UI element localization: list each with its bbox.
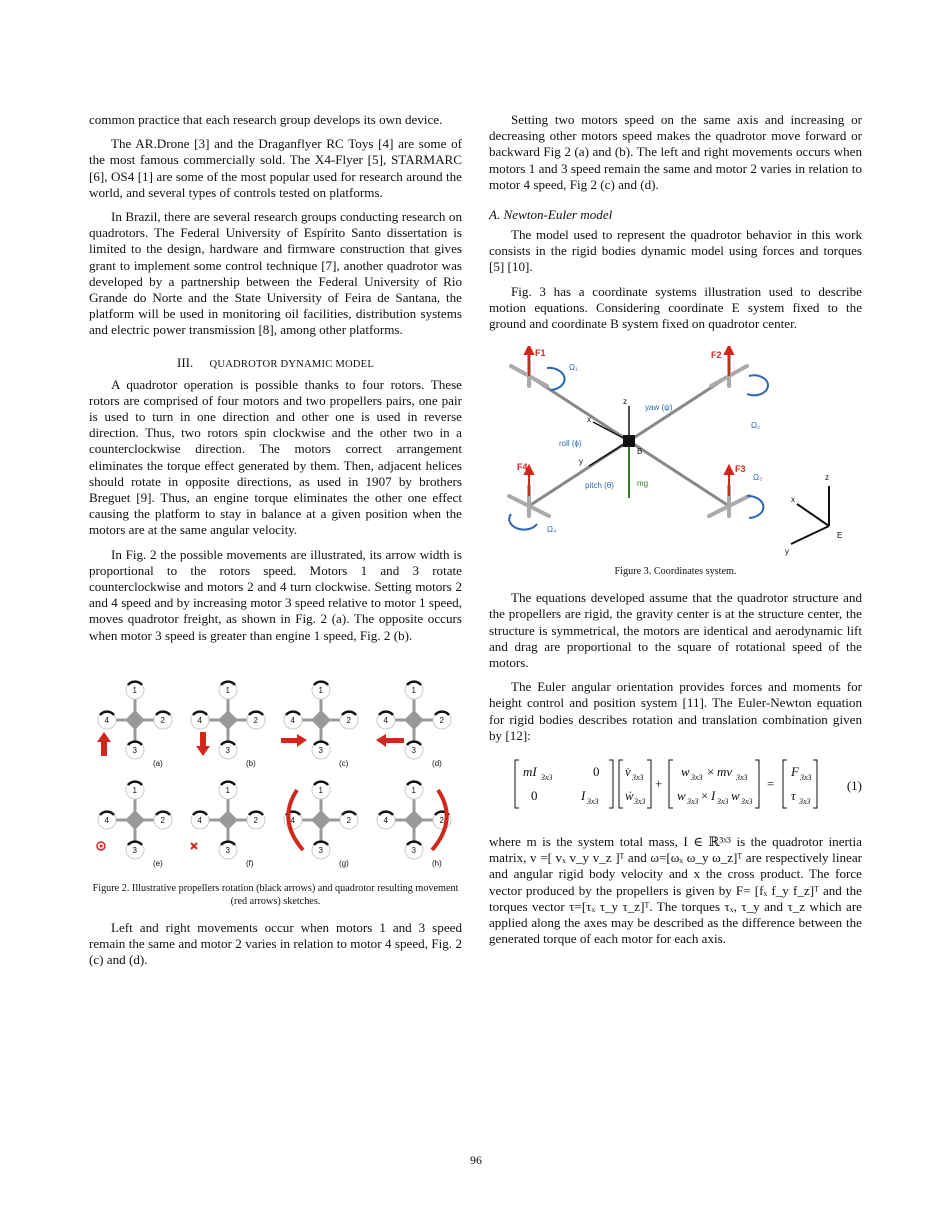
motor-number: 2 bbox=[439, 815, 444, 825]
subfigure-label: (c) bbox=[339, 758, 349, 768]
f4-label: F4 bbox=[517, 462, 528, 473]
svg-text:τ: τ bbox=[791, 788, 796, 804]
section-title: QUADROTOR DYNAMIC MODEL bbox=[209, 358, 374, 370]
svg-text:3x3: 3x3 bbox=[717, 797, 729, 807]
arm bbox=[629, 441, 729, 506]
omega4-label: Ω₄ bbox=[547, 525, 557, 535]
svg-text:I: I bbox=[581, 788, 586, 804]
right-column bbox=[489, 112, 862, 955]
quad-sketch bbox=[97, 781, 172, 868]
paragraph: The AR.Drone [3] and the Draganflyer RC Toys [4] are some of the most famous commercially sold. The X4-Flyer [5], STARMARC [6], OS4 [1] are some of the most popular used for research around the world, and several types of controls tested on platforms. bbox=[89, 136, 462, 200]
svg-text:w: w bbox=[681, 764, 690, 780]
svg-text:3x3: 3x3 bbox=[800, 773, 812, 783]
motor-number: 1 bbox=[132, 785, 137, 795]
svg-text:F: F bbox=[791, 764, 799, 780]
quad-sketch bbox=[377, 781, 451, 868]
quad-sketch bbox=[97, 681, 172, 768]
earth-y-label: y bbox=[785, 547, 789, 557]
subfigure-label: (a) bbox=[153, 758, 163, 768]
svg-text:3x3: 3x3 bbox=[736, 773, 748, 783]
subsection-heading: A. Newton-Euler model bbox=[489, 207, 613, 223]
svg-text:=: = bbox=[767, 776, 775, 792]
paragraph: In Fig. 2 the possible movements are illustrated, its arrow width is proportional to the rotors speed. Motors 1 and 3 rotate counterclockwise and motors 2 and 4 turn clockwise. Setting motors 2 and 4 speed and by increasing motor 3 speed relative to motor 1 speed, moves quadrotor freight, as shown in Fig. 2 (a). The opposite occurs when motor 3 speed is greater than engine 1 speed, Fig. 2 (b). bbox=[89, 546, 462, 643]
svg-text:mv: mv bbox=[717, 764, 733, 780]
quad-sketch bbox=[281, 681, 358, 768]
svg-text:I: I bbox=[711, 788, 716, 804]
motor-number: 3 bbox=[132, 845, 137, 855]
mg-label: mg bbox=[637, 479, 649, 489]
b-label: B bbox=[637, 447, 643, 457]
section-number: III. bbox=[177, 354, 194, 370]
motor-number: 1 bbox=[132, 685, 137, 695]
subfigure-label: (d) bbox=[432, 758, 442, 768]
motor-number: 2 bbox=[253, 815, 258, 825]
left-column bbox=[89, 112, 462, 977]
motor-number: 2 bbox=[160, 715, 165, 725]
motor-number: 2 bbox=[160, 815, 165, 825]
equation-body bbox=[511, 756, 851, 816]
motor-number: 3 bbox=[318, 745, 323, 755]
earth-z-label: z bbox=[825, 473, 829, 483]
earth-x-label: x bbox=[791, 495, 795, 505]
svg-text:3x3: 3x3 bbox=[634, 797, 646, 807]
motor-number: 4 bbox=[383, 715, 388, 725]
motor-number: 4 bbox=[197, 715, 202, 725]
motor-number: 1 bbox=[318, 685, 323, 695]
page-number: 96 bbox=[470, 1153, 482, 1167]
center-of-mass bbox=[623, 435, 635, 447]
svg-text:ẇ: ẇ bbox=[625, 788, 634, 804]
paragraph: In Brazil, there are several research groups conducting research on quadrotors. The Federal University of Espírito Santo dissertation is limited to the design, hardware and firmware construction that gives grant to implement some control technique [7], another quadrotor was developed by a partnership between the Federal University of Rio Grande do Norte and the State University of Feira de Santana, the platform will be used in monitoring oil facilities, distribution systems and electric power transmission [8], among other platforms. bbox=[89, 209, 462, 338]
svg-text:w: w bbox=[677, 788, 686, 804]
omega2-label: Ω₂ bbox=[751, 421, 761, 431]
motor-number: 3 bbox=[225, 745, 230, 755]
svg-text:0: 0 bbox=[531, 788, 538, 804]
yaw-label: yaw (ψ) bbox=[645, 403, 673, 413]
motor-number: 4 bbox=[290, 715, 295, 725]
roll-label: roll (ϕ) bbox=[559, 439, 582, 449]
figure-3-caption: Figure 3. Coordinates system. bbox=[614, 566, 737, 578]
svg-text:w: w bbox=[731, 788, 740, 804]
omega1-label: Ω₁ bbox=[569, 363, 578, 373]
subfigure-label: (g) bbox=[339, 858, 349, 868]
svg-text:×: × bbox=[701, 788, 709, 804]
subfigure-label: (e) bbox=[153, 858, 163, 868]
quad-sketch bbox=[191, 681, 265, 768]
subfigure-label: (f) bbox=[246, 858, 254, 868]
body-x-label: x bbox=[587, 415, 591, 425]
svg-text:3x3: 3x3 bbox=[691, 773, 703, 783]
svg-text:3x3: 3x3 bbox=[632, 773, 644, 783]
motor-number: 4 bbox=[383, 815, 388, 825]
quad-sketch bbox=[284, 781, 358, 868]
motor-number: 1 bbox=[411, 785, 416, 795]
paragraph: Left and right movements occur when motors 1 and 3 speed remain the same and motor 2 varies in relation to motor 4 speed, Fig. 2 (c) and (d). bbox=[89, 919, 462, 968]
earth-frame bbox=[791, 486, 829, 544]
f1-label: F1 bbox=[535, 348, 546, 359]
motor-number: 4 bbox=[197, 815, 202, 825]
svg-text:v̇: v̇ bbox=[625, 764, 631, 780]
subfigure-label: (b) bbox=[246, 758, 256, 768]
svg-text:3x3: 3x3 bbox=[687, 797, 699, 807]
motor-number: 4 bbox=[290, 815, 295, 825]
subfigure-label: (h) bbox=[432, 858, 442, 868]
body-y-label: y bbox=[579, 457, 583, 467]
paragraph: where m is the system total mass, I ∈ ℝ³ˣ³ is the quadrotor inertia matrix, v =[ vₓ v_y v_z ]ᵀ and ω=[ωₓ ω_y ω_z]ᵀ are respectively linear and angular rigid body velocity and x the cross product. The force vector produced by the propellers is given by F= [fₓ f_y f_z]ᵀ and the torques vector τ=[τₓ τ_y τ_z]ᵀ. The torques τₓ, τ_y and τ_z which are applied along the axes may be described as the difference between the generated torque of each motor for each axis. bbox=[489, 834, 862, 947]
motor-number: 1 bbox=[225, 685, 230, 695]
pitch-label: pitch (θ) bbox=[585, 481, 614, 491]
omega3-label: Ω₃ bbox=[753, 473, 763, 483]
motor-number: 3 bbox=[225, 845, 230, 855]
svg-text:3x3: 3x3 bbox=[741, 797, 753, 807]
svg-text:3x3: 3x3 bbox=[541, 773, 553, 783]
svg-text:0: 0 bbox=[593, 764, 600, 780]
figure-3 bbox=[489, 346, 862, 561]
paragraph: common practice that each research group develops its own device. bbox=[89, 112, 443, 127]
motor-number: 4 bbox=[104, 715, 109, 725]
motor-number: 2 bbox=[346, 715, 351, 725]
motor-number: 4 bbox=[104, 815, 109, 825]
motor-number: 2 bbox=[253, 715, 258, 725]
motor-number: 3 bbox=[411, 745, 416, 755]
f3-label: F3 bbox=[735, 464, 746, 475]
figure-2-caption: Figure 2. Illustrative propellers rotation (black arrows) and quadrotor resulting movement (red arrows) sketches. bbox=[92, 882, 459, 907]
section-heading bbox=[89, 355, 462, 371]
motor-number: 3 bbox=[411, 845, 416, 855]
equation-number: (1) bbox=[846, 778, 862, 794]
motor-number: 2 bbox=[346, 815, 351, 825]
paragraph: The equations developed assume that the quadrotor structure and the propellers are rigid, the gravity center is at the structure center, the structure is symmetrical, the motors are identical and aerodynamic lift and drag are proportional to the square of rotational speed of the motors. bbox=[489, 590, 862, 671]
body-z-label: z bbox=[623, 397, 627, 407]
svg-text:mI: mI bbox=[523, 764, 537, 780]
svg-text:+: + bbox=[655, 776, 663, 792]
paragraph: The Euler angular orientation provides forces and moments for height control and position system [11]. The Euler-Newton equation for rigid bodies describes rotation and translation combination given by [12]: bbox=[489, 679, 862, 743]
figure-2 bbox=[89, 678, 462, 878]
motor-number: 1 bbox=[225, 785, 230, 795]
svg-text:×: × bbox=[707, 764, 715, 780]
equation-1 bbox=[489, 756, 862, 816]
paragraph: A quadrotor operation is possible thanks to four rotors. These rotors are comprised of four motors and two propellers pairs, one pair is used to turn in one direction and other one is used in reverse direction. Thus, two rotors spin clockwise and the other two in a counterclockwise direction. The motors correct arrangement eliminates the torque effect generated by them. Then, adjacent helices should rotate in opposite directions, as used in 1907 by brothers Breguet [9]. Thus, an engine torque eliminates the other one effect causing the platform to stay in balance at a given position when the motors are at the same angular velocity. bbox=[89, 376, 462, 538]
f2-label: F2 bbox=[711, 350, 722, 361]
paragraph: Setting two motors speed on the same axis and increasing or decreasing other motors speed makes the quadrotor move forward or backward Fig 2 (a) and (b). The left and right movements occurs when motors 1 and 3 speed remain the same and motor 2 varies in relation to motor 4 speed, Fig 2 (c) and (d). bbox=[489, 112, 862, 192]
paragraph: Fig. 3 has a coordinate systems illustration used to describe motion equations. Considering coordinate E system fixed to the ground and coordinate B system fixed on quadrotor center. bbox=[489, 283, 862, 332]
e-label: E bbox=[837, 531, 843, 541]
motor-number: 3 bbox=[132, 745, 137, 755]
motor-number: 3 bbox=[318, 845, 323, 855]
motor-number: 1 bbox=[318, 785, 323, 795]
quad-sketch bbox=[191, 781, 265, 868]
quad-sketch bbox=[376, 681, 451, 768]
paragraph: The model used to represent the quadrotor behavior in this work consists in the rigid bodies dynamic model using forces and torques [5] [10]. bbox=[489, 227, 862, 275]
motor-number: 1 bbox=[411, 685, 416, 695]
svg-text:3x3: 3x3 bbox=[587, 797, 599, 807]
svg-text:3x3: 3x3 bbox=[799, 797, 811, 807]
motor-number: 2 bbox=[439, 715, 444, 725]
